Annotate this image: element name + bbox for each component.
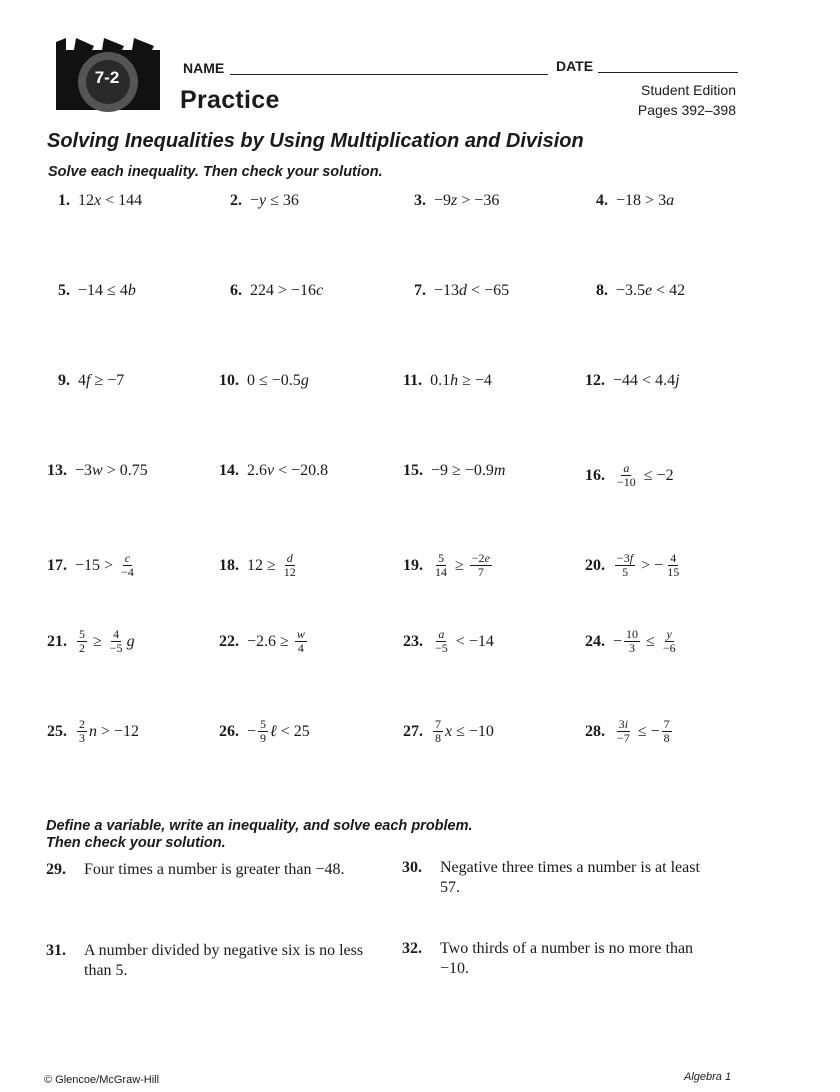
problem-expression: 4 f ≥ −7 [78, 372, 125, 389]
problem-item [230, 282, 323, 300]
problem-number: 12. [585, 372, 605, 389]
word-instructions-line-1: Define a variable, write an inequality, and solve each problem. [46, 818, 473, 834]
problem-number: 15. [403, 462, 423, 479]
word-problem-text: Four times a number is greater than −48. [84, 861, 345, 878]
problem-number: 8. [596, 282, 608, 299]
problem-expression: 2.6 v < −20.8 [247, 462, 329, 479]
problem-number: 3. [414, 192, 426, 209]
problem-item [403, 462, 505, 480]
fraction: $\frac{2}{3}$ [79, 717, 85, 745]
problem-expression: − y ≤ 36 [250, 192, 299, 209]
fraction: $\frac{5}{2}$ [79, 627, 85, 655]
word-problem [46, 941, 364, 981]
problem-item [403, 718, 494, 745]
problem-expression: −44 < 4.4 j [613, 372, 680, 389]
problem-number: 16. [585, 466, 605, 484]
problem-item [403, 628, 494, 655]
problem-number: 1. [58, 192, 70, 209]
problem-item [585, 718, 674, 745]
problem-number: 9. [58, 372, 70, 389]
problem-item [47, 462, 148, 480]
word-problem-text: Negative three times a number is at least 57. [440, 859, 700, 896]
problem-item [585, 372, 680, 390]
problem-expression: 0 ≤ −0.5 g [247, 372, 309, 389]
date-field-line[interactable] [598, 72, 738, 73]
problem-item [414, 192, 499, 210]
problem-expression: $\frac{5}{2}$ ≥ $\frac{4}{-5}$ g [79, 627, 135, 655]
problem-number: 11. [403, 372, 423, 389]
problem-expression: −18 > 3 a [616, 192, 675, 209]
word-problem [402, 858, 720, 898]
problem-expression: 0.1 h ≥ −4 [430, 372, 492, 389]
problem-expression: −9 ≥ −0.9 m [431, 462, 506, 479]
problem-item [219, 552, 300, 579]
problem-number: 28. [585, 722, 605, 740]
problem-item [219, 372, 309, 390]
problem-item [403, 552, 494, 579]
instructions: Solve each inequality. Then check your solution. [48, 164, 383, 180]
problem-item [219, 718, 310, 745]
problem-item [596, 192, 674, 210]
fraction: $\frac{10}{3}$ [626, 627, 639, 655]
problem-item [47, 628, 135, 655]
problem-item [585, 462, 674, 489]
problem-number: 17. [47, 556, 67, 574]
word-problem [46, 860, 364, 880]
problem-expression: −2.6 ≥ $\frac{w}{4}$ [247, 627, 305, 655]
problem-item [596, 282, 685, 300]
problem-item [219, 628, 309, 655]
problem-number: 24. [585, 632, 605, 650]
problem-expression: $\frac{a}{-5}$ < −14 [435, 627, 494, 655]
problem-number: 6. [230, 282, 242, 299]
problem-expression: −3 w > 0.75 [75, 462, 148, 479]
section-heading: Practice [180, 86, 280, 114]
fraction: $\frac{5}{14}$ [435, 551, 447, 579]
edition-label: Student Edition [641, 82, 736, 98]
problem-item [58, 282, 136, 300]
problem-item [47, 718, 139, 745]
fraction: $\frac{a}{-10}$ [617, 461, 636, 489]
problem-expression: $\frac{2}{3}$ n > −12 [79, 717, 140, 745]
lesson-badge [52, 38, 164, 112]
problem-number: 26. [219, 722, 239, 740]
copyright: © Glencoe/McGraw-Hill [44, 1074, 160, 1086]
problem-number: 2. [230, 192, 242, 209]
fraction: $\frac{7}{8}$ [435, 717, 441, 745]
word-problem-number: 31. [46, 942, 66, 959]
name-field-line[interactable] [230, 74, 548, 75]
problem-expression: $\frac{5}{14}$ ≥ $\frac{-2e}{7}$ [435, 551, 490, 579]
problem-number: 14. [219, 462, 239, 479]
word-problem-instructions [46, 818, 473, 852]
name-label: NAME [183, 60, 225, 76]
problem-expression: 12 ≥ $\frac{d}{12}$ [247, 551, 296, 579]
problem-number: 13. [47, 462, 67, 479]
problem-number: 22. [219, 632, 239, 650]
problem-number: 4. [596, 192, 608, 209]
fraction: $\frac{c}{-4}$ [121, 551, 134, 579]
problem-expression: − $\frac{10}{3}$ ≤ $\frac{y}{-6}$ [613, 627, 676, 655]
problem-expression: −9 z > −36 [434, 192, 500, 209]
problem-item [47, 552, 138, 579]
problem-item [414, 282, 509, 300]
problem-expression: − $\frac{5}{9}$ ℓ < 25 [247, 717, 310, 745]
word-problem-number: 30. [402, 859, 422, 876]
problem-number: 23. [403, 632, 423, 650]
problem-number: 7. [414, 282, 426, 299]
problem-number: 18. [219, 556, 239, 574]
word-instructions-line-2: Then check your solution. [46, 835, 226, 851]
problem-number: 5. [58, 282, 70, 299]
problem-item [403, 372, 492, 390]
fraction: $\frac{4}{-5}$ [109, 627, 123, 655]
problem-expression: $\frac{a}{-10}$ ≤ −2 [617, 461, 674, 489]
fraction: $\frac{4}{15}$ [667, 551, 680, 579]
problem-expression: $\frac{3i}{-7}$ ≤ − $\frac{7}{8}$ [617, 717, 670, 745]
problem-number: 19. [403, 556, 423, 574]
problem-number: 25. [47, 722, 67, 740]
problem-expression: 224 > −16 c [250, 282, 324, 299]
fraction: $\frac{y}{-6}$ [662, 627, 676, 655]
edition-reference [638, 80, 736, 120]
problem-expression: 12 x < 144 [78, 192, 143, 209]
fraction: $\frac{-3f}{5}$ [617, 551, 634, 579]
problem-item [585, 552, 683, 579]
word-problem-text: A number divided by negative six is no less than 5. [84, 942, 364, 979]
fraction: $\frac{d}{12}$ [283, 551, 296, 579]
problem-number: 20. [585, 556, 605, 574]
problem-expression: $\frac{-3f}{5}$ > − $\frac{4}{15}$ [617, 551, 680, 579]
word-problem-number: 29. [46, 861, 66, 878]
lesson-number: 7-2 [94, 68, 120, 87]
fraction: $\frac{3i}{-7}$ [617, 717, 630, 745]
problem-item [585, 628, 680, 655]
fraction: $\frac{w}{4}$ [296, 627, 305, 655]
date-label: DATE [556, 58, 594, 74]
problem-number: 27. [403, 722, 423, 740]
course-label: Algebra 1 [684, 1071, 732, 1083]
problem-number: 10. [219, 372, 239, 389]
word-problem [402, 939, 720, 979]
problem-item [58, 192, 142, 210]
problem-expression: −15 > $\frac{c}{-4}$ [75, 551, 134, 579]
word-problem-number: 32. [402, 940, 422, 957]
problem-item [58, 372, 124, 390]
fraction: $\frac{a}{-5}$ [435, 627, 448, 655]
page-title: Solving Inequalities by Using Multiplication and Division [47, 130, 584, 152]
pages-label: Pages 392–398 [637, 102, 736, 118]
problem-number: 21. [47, 632, 67, 650]
fraction: $\frac{7}{8}$ [663, 717, 670, 745]
problem-expression: −14 ≤ 4 b [78, 282, 136, 299]
problem-expression: −3.5 e < 42 [616, 282, 686, 299]
problem-item [219, 462, 328, 480]
fraction: $\frac{5}{9}$ [260, 717, 267, 745]
problem-expression: $\frac{7}{8}$ x ≤ −10 [435, 717, 494, 745]
problem-expression: −13 d < −65 [434, 282, 510, 299]
fraction: $\frac{-2e}{7}$ [471, 551, 490, 579]
problem-item [230, 192, 299, 210]
word-problem-text: Two thirds of a number is no more than −10. [440, 940, 694, 977]
